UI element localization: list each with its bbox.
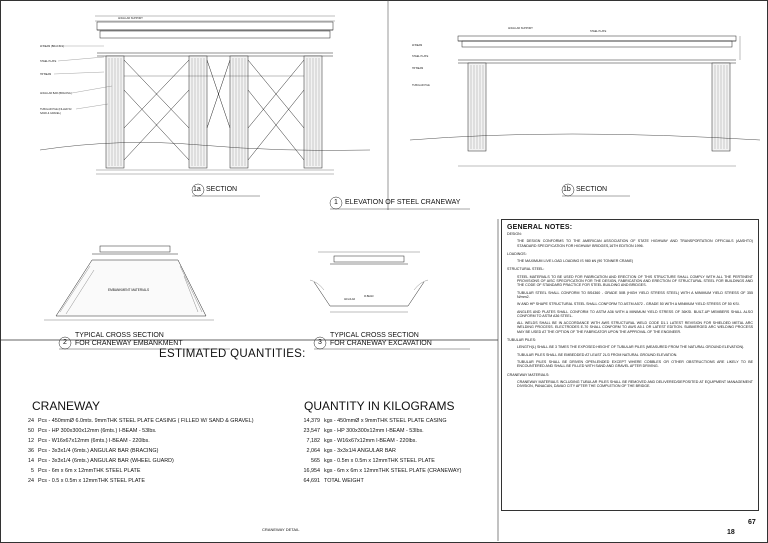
kg-row: 565 kgs - 0.5m x 0.5m x 12mmTHK STEEL PLATE — [311, 458, 435, 464]
svg-text:HP BEAM: HP BEAM — [40, 73, 52, 76]
svg-text:W-BEAM: W-BEAM — [412, 44, 423, 47]
sheet-number: 67 — [748, 519, 756, 526]
svg-text:STEEL PLATE: STEEL PLATE — [40, 60, 57, 63]
steel-para-1: STEEL MATERIALS TO BE USED FOR FABRICATION AND ERECTION OF THIS STRUCTURE SHALL COMPLY WITH ALL THE PERTINENT PROVISIONS OF AISC SPECIFICATION FOR THE DESIGN, FABRICATION AND ERECTION OF STRUCTURAL STEEL FOR BUILDINGS AND THE CODE OF STANDARD PRACTICE FOR STEEL BUILDING AND BRIDGES. — [517, 274, 753, 288]
excavation-number: 3 — [318, 339, 322, 346]
svg-text:W-BEAM: W-BEAM — [364, 296, 374, 298]
craneway-row: 24 Pcs - 450mmØ 6.0mts. 9mmTHK STEEL PLATE CASING ( FILLED W/ SAND & GRAVEL) — [28, 418, 254, 424]
materials-para-1: CRANEWAY MATERIALS INCLUDING TUBULAR PILES SHALL BE REMOVED AND DELIVERED/DEPOSITED AT EQUIPMENT MANAGEMENT DIVISION, PANACAN, DAVAO CITY AFTER THE COMPLETION OF THE BRIDGE. — [517, 379, 753, 389]
svg-text:ANGULAR SUPPORT: ANGULAR SUPPORT — [508, 27, 533, 30]
piles-para-3: TUBULAR PILES SHALL BE DRIVEN OPEN-ENDED EXCEPT WHERE COBBLES OR OTHER OBSTRUCTIONS ARE LIKELY TO BE ENCOUNTERED AND SHALL BE FILLED WITH SAND AND GRAVEL AFTER DRIVING. — [517, 359, 753, 369]
svg-text:HP BEAM: HP BEAM — [412, 67, 424, 70]
steel-para-3: W AND HP SHAPE STRUCTURAL STEEL SHALL CONFORM TO ASTM A572 - GRADE 50 WITH A MINIMUM YIELD STRESS OF 50 KSI. — [517, 302, 740, 307]
embankment-label: EMBANKMENT MATERIALS — [108, 288, 150, 292]
kg-row: 23,547 kgs - HP 300x300x12mm I-BEAM - 53lbs. — [303, 428, 424, 434]
steel-heading: STRUCTURAL STEEL: — [507, 267, 545, 272]
section-1a-number: 1a — [193, 186, 201, 193]
loadings-text: THE MAXIMUM LIVE LOAD LOADING IS 980 kN (90 TONNER CRANE) — [517, 259, 634, 264]
steel-para-5: ALL WELDS SHALL BE IN ACCORDANCE WITH AWS STRUCTURAL WELD CODE D1.1 LATEST REVISION FOR SHIELDED METAL ARC WELDING PROCESS. ELECTRODES E-70 SHALL CONFORM TO AWS A5.1 OR LATEST EDITION. SUBMERGED ARC WELDING PROCESS MAY BE USED AT THE OPTION OF THE FABRICATOR UPON THE APPROVAL OF THE ENGINEER. — [517, 321, 753, 334]
piles-para-1: LENGTH(L) SHALL BE 3 TIMES THE EXPOSED HEIGHT OF TUBULAR PILES (MEASURED FROM THE NATURAL GROUND ELEVATION). — [517, 345, 745, 350]
craneway-row: 36 Pcs - 3x3x1/4 (6mts.) ANGULAR BAR (BRACING) — [28, 448, 159, 454]
craneway-row: 50 Pcs - HP 300x300x12mm (6mts.) I-BEAM - 53lbs. — [28, 428, 157, 434]
section-1b-drawing — [410, 36, 760, 166]
section-1b-number: 1b — [563, 186, 571, 193]
kg-row: 14,379 kgs - 450mmØ x 9mmTHK STEEL PLATE CASING — [303, 418, 447, 424]
loadings-heading: LOADINGS: — [507, 251, 527, 256]
section-1b-title: SECTION — [576, 186, 608, 193]
kg-row: 7,182 kgs - W16x67x12mm I-BEAM - 220lbs. — [306, 438, 417, 444]
svg-text:STEEL PLATE: STEEL PLATE — [590, 30, 607, 33]
excavation-drawing — [310, 252, 428, 312]
steel-para-2: TUBULAR STEEL SHALL CONFORM TO BS4360 - GRADE 50B (HIGH YIELD STRESS STEEL) WITH A MINIMUM YIELD STRESS OF 355 N/mm2. — [517, 290, 753, 299]
embankment-title-2: FOR CRANEWAY EMBANKMENT — [75, 340, 183, 347]
elevation-number: 1 — [334, 199, 338, 206]
svg-text:STEEL PLATE: STEEL PLATE — [412, 55, 429, 58]
design-heading: DESIGN: — [507, 232, 522, 236]
callout-text: W-BEAM (BRACING) — [40, 45, 64, 48]
elevation-drawing — [40, 16, 370, 174]
page-number: 18 — [727, 529, 735, 536]
kilograms-title: QUANTITY IN KILOGRAMS — [304, 399, 455, 413]
craneway-row: 14 Pcs - 3x3x1/4 (6mts.) ANGULAR BAR (WHEEL GUARD) — [28, 458, 174, 464]
svg-text:ANGULAR: ANGULAR — [344, 299, 356, 301]
section-1a-title: SECTION — [206, 186, 238, 193]
craneway-row: 24 Pcs - 0.5 x 0.5m x 12mmTHK STEEL PLATE — [28, 478, 145, 484]
excavation-title-2: FOR CRANEWAY EXCAVATION — [330, 340, 432, 347]
design-text: THE DESIGN CONFORMS TO THE AMERICAN ASSOCIATION OF STATE HIGHWAY AND TRANSPORTATION OFFICIALS (AASHTO) STANDARD SPECIFICATION FOR HIGHWAY BRIDGES,16TH EDITION 1996. — [517, 239, 753, 248]
quantities-title: ESTIMATED QUANTITIES: — [159, 348, 306, 360]
kg-row: 16,954 kgs - 6m x 6m x 12mmTHK STEEL PLATE (CRANEWAY) — [303, 468, 462, 474]
estimated-quantities — [2, 342, 498, 538]
embankment-title-1: TYPICAL CROSS SECTION — [75, 332, 164, 339]
svg-text:ANGULAR SUPPORT: ANGULAR SUPPORT — [118, 17, 143, 20]
craneway-row: 12 Pcs - W16x67x12mm (6mts.) I-BEAM - 220lbs. — [28, 438, 150, 444]
steel-para-4: ANGLES AND PLATES SHALL CONFORM TO ASTM A36 WITH A MINIMUM YIELD STRESS OF 36KSI. BUILT-UP MEMBERS SHALL ALSO CONFORM TO ASTM A36 STEEL. — [517, 309, 753, 318]
svg-text:ANGULAR BAR (BRACING): ANGULAR BAR (BRACING) — [40, 92, 72, 95]
excavation-title-1: TYPICAL CROSS SECTION — [330, 332, 419, 339]
embankment-number: 2 — [63, 339, 67, 346]
notes-title: GENERAL NOTES: — [507, 224, 573, 231]
craneway-row: 5 Pcs - 6m x 6m x 12mmTHK STEEL PLATE — [31, 468, 141, 474]
materials-heading: CRANEWAY MATERIALS: — [507, 372, 550, 377]
craneway-title: CRANEWAY — [32, 399, 101, 413]
kg-row: 64,691 TOTAL WEIGHT — [303, 478, 364, 484]
kg-row: 2,064 kgs - 3x3x1/4 ANGULAR BAR — [306, 448, 396, 454]
svg-text:SAND & GRAVEL): SAND & GRAVEL) — [40, 112, 61, 115]
footer-label: CRANEWAY DETAIL — [262, 527, 300, 532]
embankment-drawing — [44, 246, 214, 320]
svg-text:TUBULAR PILE: TUBULAR PILE — [412, 84, 430, 87]
piles-heading: TUBULAR PILES: — [507, 338, 536, 343]
svg-text:TUBULAR PILE (FILLED W/: TUBULAR PILE (FILLED W/ — [40, 108, 72, 111]
general-notes — [501, 219, 759, 511]
elevation-title: ELEVATION OF STEEL CRANEWAY — [345, 199, 461, 206]
piles-para-2: TUBULAR PILES SHALL BE EMBEDDED AT LEAST 2L/3 FROM NATURAL GROUND ELEVATION. — [517, 352, 678, 357]
